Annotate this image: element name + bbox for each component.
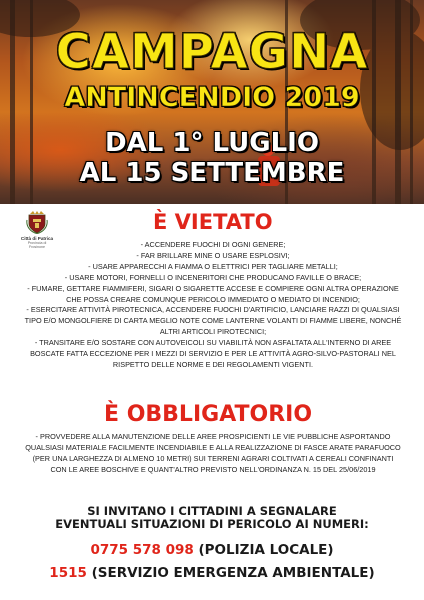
prohibited-list: [24, 240, 402, 371]
prohibited-heading: È VIETATO: [153, 210, 273, 234]
list-item: - FUMARE, GETTARE FIAMMIFERI, SIGARI O SIGARETTE ACCESE E COMPIERE OGNI ALTRA OPERAZIONE CHE POSSA CREARE COMUNQUE PERICOLO IMMEDIATO O MEDIATO DI INCENDIO;: [27, 283, 399, 304]
campaign-dates: [0, 130, 424, 186]
list-item: - TRANSITARE E/O SOSTARE CON AUTOVEICOLI SU VIABILITÀ NON ASFALTATA ALL'INTERNO DI AREE BOSCATE FATTA ECCEZIONE PER I MEZZI DI SERVIZIO E PER LE ATTIVITÀ AGRO-SILVO-PASTORALI NEL RISPETTO DELLE NORME E DEI REGOLAMENTI VIGENTI.: [30, 338, 396, 369]
list-item: - ACCENDERE FUOCHI DI OGNI GENERE;: [140, 240, 286, 249]
forest-fire-photo: [0, 0, 424, 204]
list-item: - USARE APPARECCHI A FIAMMA O ELETTRICI PER TAGLIARE METALLI;: [88, 261, 338, 271]
contact-label: (POLIZIA LOCALE): [198, 542, 334, 558]
phone-number[interactable]: 1515: [49, 565, 87, 581]
date-end: AL 15 SETTEMBRE: [79, 158, 345, 188]
coat-of-arms-icon: [26, 210, 48, 234]
title-antifire-year: ANTINCENDIO 2019: [64, 82, 360, 113]
invite-line-2: EVENTUALI SITUAZIONI DI PERICOLO AI NUMERI:: [55, 517, 369, 531]
contact-local-police: [0, 544, 424, 558]
logo-city-name: Città di Patrica: [20, 236, 54, 241]
invite-line-1: SI INVITANO I CITTADINI A SEGNALARE: [87, 504, 337, 518]
mandatory-heading: È OBBLIGATORIO: [104, 402, 313, 427]
list-item: - USARE MOTORI, FORNELLI O INCENERITORI CHE PRODUCANO FAVILLE O BRACE;: [64, 272, 362, 282]
contact-label: (SERVIZIO EMERGENZA AMBIENTALE): [91, 565, 375, 581]
date-start: DAL 1° LUGLIO: [105, 128, 319, 158]
contact-environmental-emergency: [0, 567, 424, 581]
list-item: - PROVVEDERE ALLA MANUTENZIONE DELLE AREE PROSPICIENTI LE VIE PUBBLICHE ASPORTANDO QUALSIASI MATERIALE FACILMENTE INCENDIABILE E ALLA REALIZZAZIONE DI FASCE ARATE PARAFUOCO (PER UNA LARGHEZZA DI ALMENO 10 METRI) SUI TERRENI AGRARI COLTIVATI A CEREALI CONFINANTI CON LE AREE BOSCHIVE E QUANT'ALTRO PREVISTO NELL'ORDINANZA N. 15 DEL 25/06/2019: [25, 432, 401, 474]
mandatory-list: [24, 432, 402, 476]
citizens-invite: [0, 505, 424, 531]
list-item: - FAR BRILLARE MINE O USARE ESPLOSIVI;: [136, 250, 290, 260]
phone-number[interactable]: 0775 578 098: [90, 542, 194, 558]
list-item: - ESERCITARE ATTIVITÀ PIROTECNICA, ACCENDERE FUOCHI D'ARTIFICIO, LANCIARE RAZZI DI QUALSIASI TIPO E/O MONGOLFIERE DI CARTA MEGLIO NOTE COME LANTERNE VOLANTI DI FIAMME LIBERE, NONCHÉ ALTRI ARTICOLI PIROTECNICI;: [24, 305, 402, 337]
logo-province: Provincia di Frosinone: [27, 241, 47, 249]
title-campaign: CAMPAGNA: [55, 24, 369, 80]
